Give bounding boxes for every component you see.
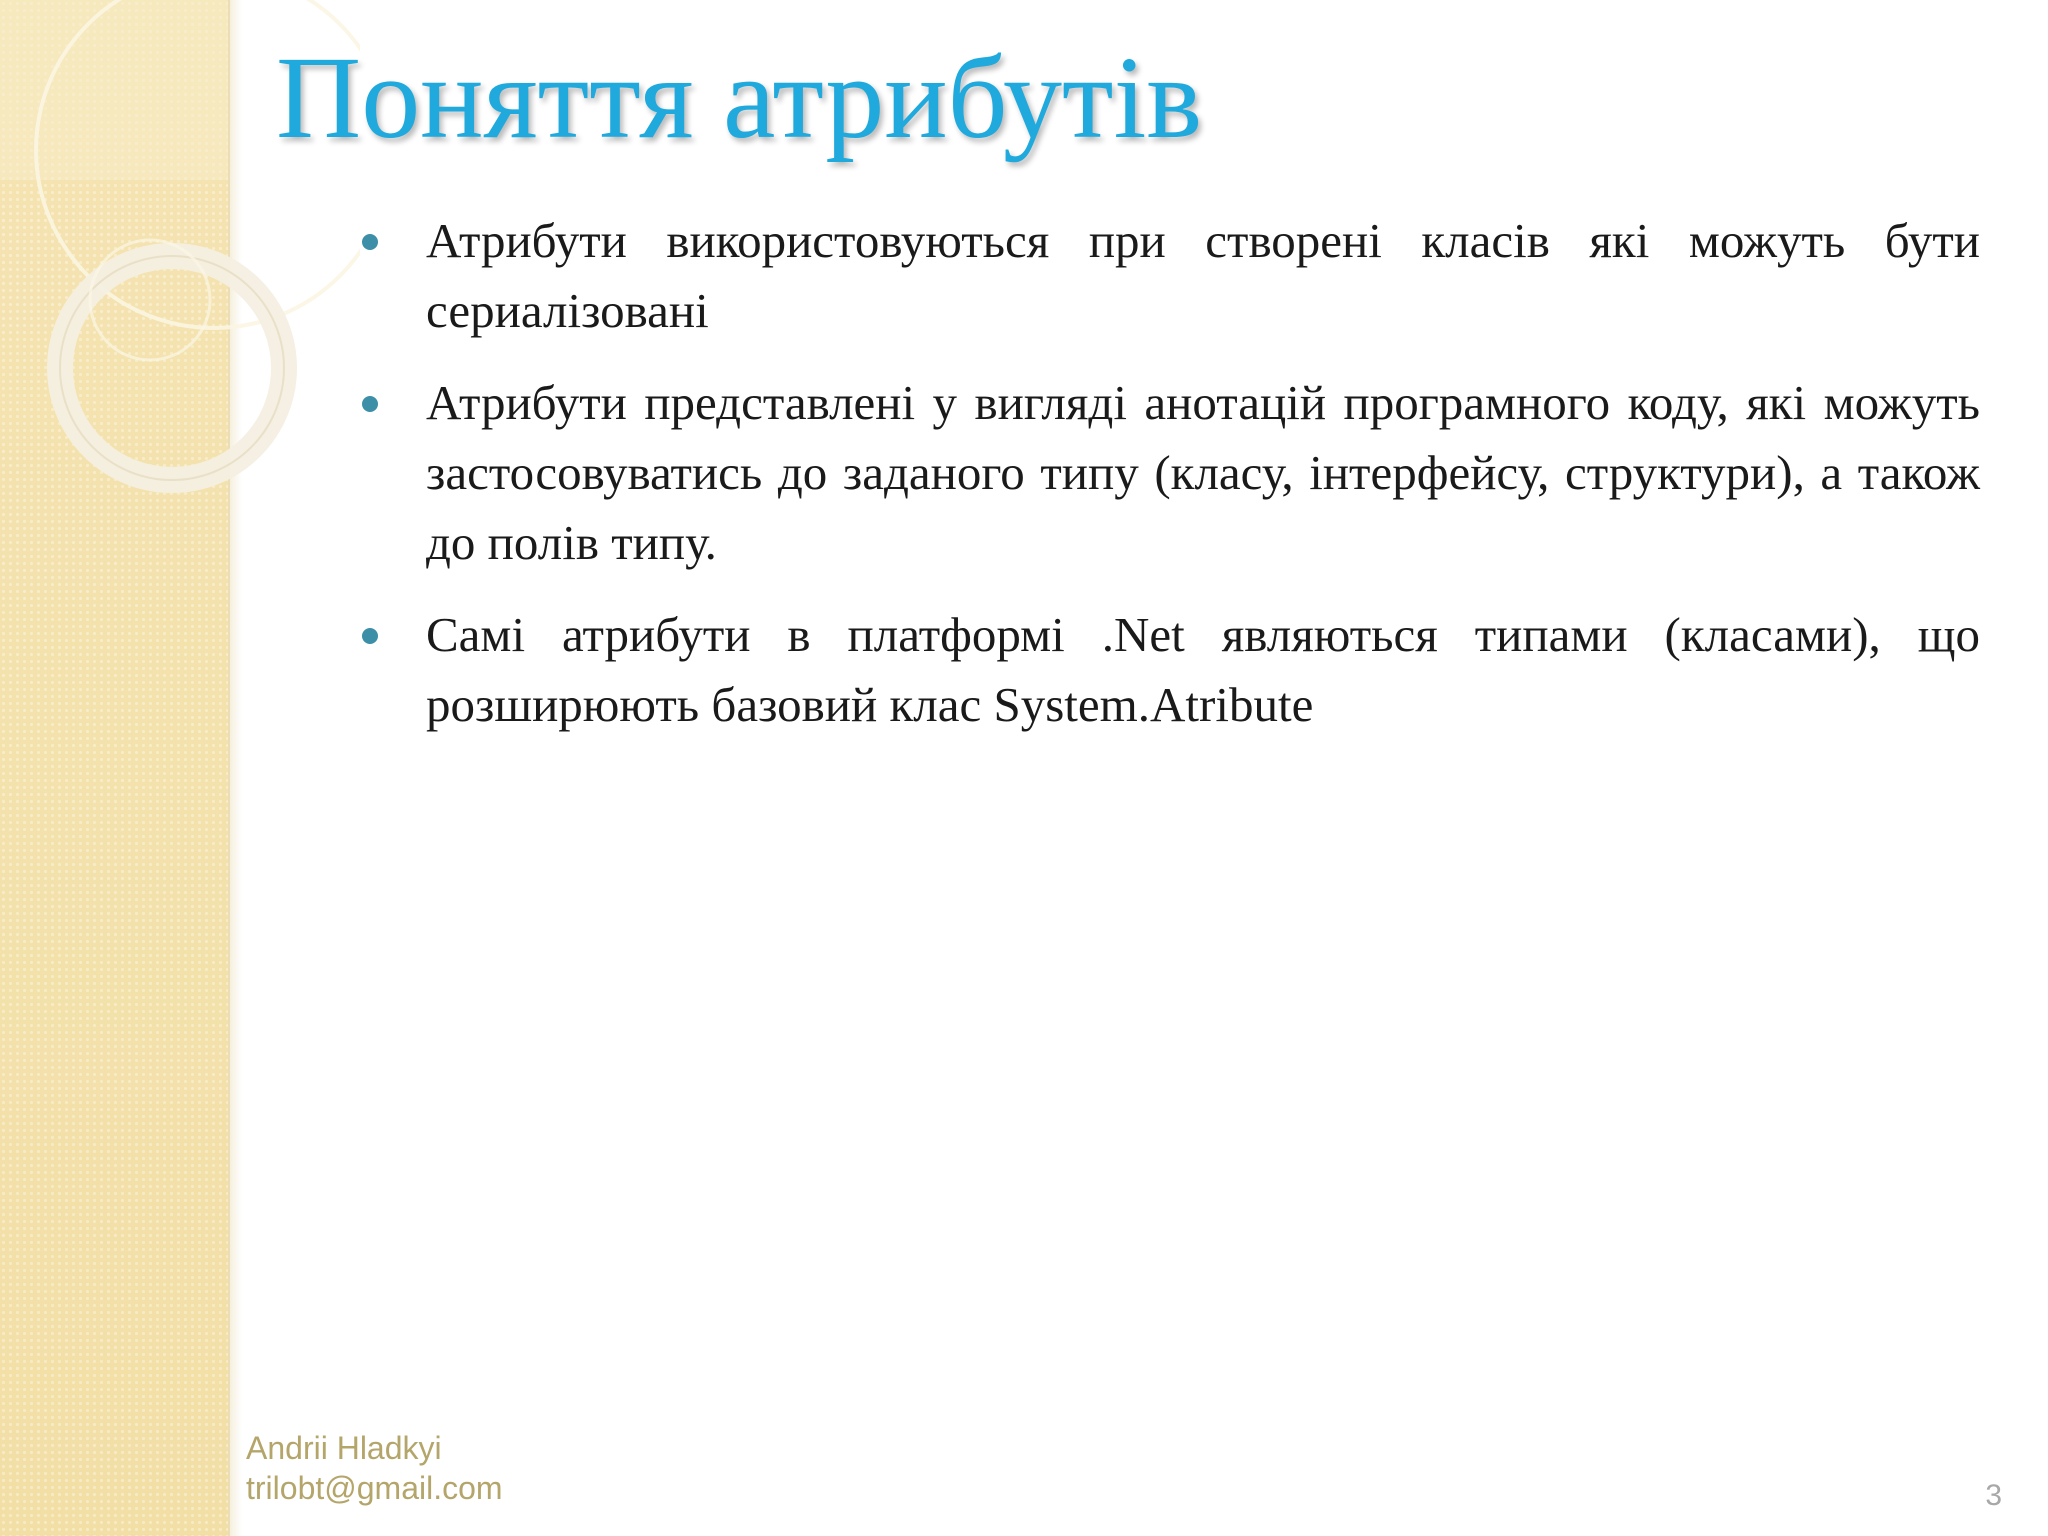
bullet-list bbox=[358, 206, 1980, 762]
page-number: 3 bbox=[1985, 1479, 2002, 1512]
bullet-text: Самі атрибути в платформі .Net являються типами (класами), що розширюють базовий клас System.Atribute bbox=[426, 607, 1980, 732]
footer-author: Andrii Hladkyi bbox=[246, 1430, 442, 1466]
bullet-dot-icon bbox=[362, 234, 378, 250]
bullet-item bbox=[358, 600, 1980, 740]
footer-email: trilobt@gmail.com bbox=[246, 1470, 503, 1506]
bullet-item bbox=[358, 206, 1980, 346]
bullet-item bbox=[358, 368, 1980, 578]
bullet-text: Атрибути використовуються при створені класів які можуть бути сериалізовані bbox=[426, 213, 1980, 338]
slide-title: Поняття атрибутів bbox=[276, 32, 1203, 163]
bullet-dot-icon bbox=[362, 628, 378, 644]
bullet-dot-icon bbox=[362, 396, 378, 412]
bullet-text: Атрибути представлені у вигляді анотацій програмного коду, які можуть застосовуватись до заданого типу (класу, інтерфейсу, структури), а також до полів типу. bbox=[426, 375, 1980, 570]
